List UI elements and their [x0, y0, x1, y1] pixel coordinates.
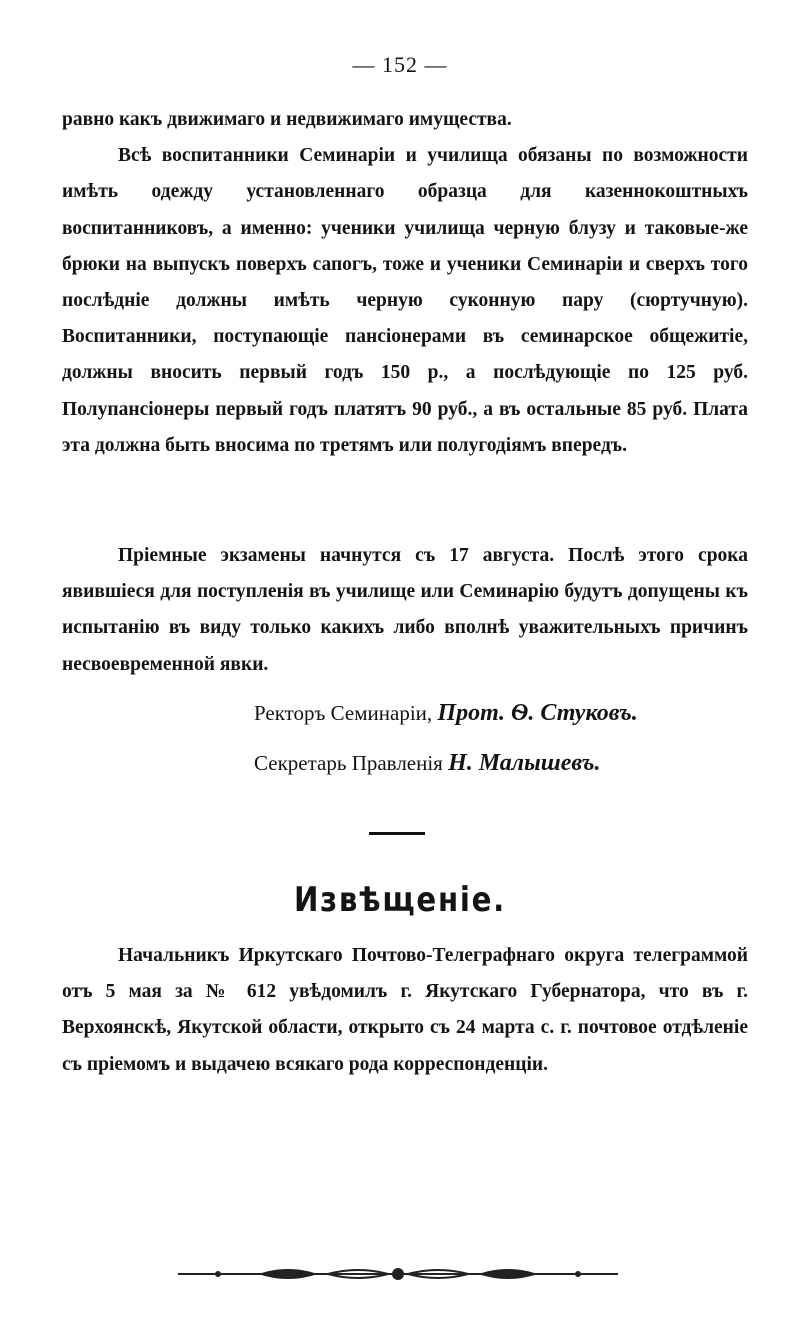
signature-title: Секретарь Правленія [254, 751, 443, 775]
signature-name: Н. Малышевъ. [448, 750, 601, 776]
paragraph-continuation: равно какъ движимаго и недвижимаго имущества. [62, 109, 512, 130]
signature-rector [254, 700, 638, 727]
ornament-divider [178, 1262, 618, 1286]
notice-text [62, 938, 748, 1083]
section-divider [369, 832, 425, 835]
signature-title: Ректоръ Семинаріи, [254, 701, 433, 725]
notice-heading: Извѣщеніе. [293, 880, 506, 920]
seminary-rules-text [62, 102, 748, 464]
paragraph-postal-notice: Начальникъ Иркутскаго Почтово-Телеграфнаго округа телеграммой отъ 5 мая за № 612 увѣдомилъ г. Якутскаго Губернатора, что въ г. Верхоянскѣ, Якутской области, открыто съ 24 марта с. г. почтовое отдѣленіе съ пріемомъ и выдачею всякаго рода корреспонденціи. [62, 945, 748, 1075]
paragraph-entrance-exams: Пріемные экзамены начнутся съ 17 августа. Послѣ этого срока явившіеся для поступленія въ училище или Семинарію будутъ допущены къ испытанію въ виду только какихъ либо вполнѣ уважительныхъ причинъ несвоевременной явки. [62, 545, 748, 675]
signature-name: Прот. Ѳ. Стуковъ. [437, 700, 638, 726]
signature-secretary [254, 750, 600, 777]
page-number: — 152 — [352, 52, 448, 77]
paragraph-uniform-and-fees: Всѣ воспитанники Семинаріи и училища обязаны по возможности имѣть одежду установленнаго образца для казеннокоштныхъ воспитанниковъ, а именно: ученики училища черную блузу и таковые-же брюки на выпускъ поверхъ сапогъ, тоже и ученики Семинаріи и сверхъ того послѣдніе должны имѣть черную суконную пару (сюртучную). Воспитанники, поступающіе пансіонерами въ семинарское общежитіе, должны вносить первый годъ 150 р., а послѣдующіе по 125 руб. Полупансіонеры первый годъ платятъ 90 руб., а въ остальные 85 руб. Плата эта должна быть вносима по третямъ или полугодіямъ впередъ. [62, 145, 748, 456]
entrance-exams-text [62, 538, 748, 683]
